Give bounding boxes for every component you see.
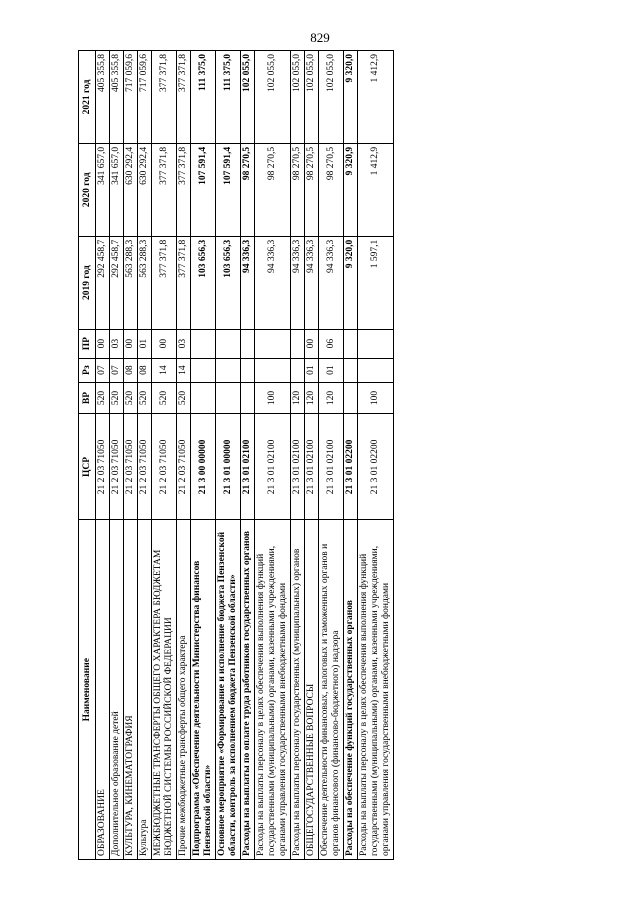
csr-code-cell: 21 3 01 02200 (344, 414, 358, 520)
amount-cell: 94 336,3 (291, 236, 305, 329)
column-header: 2021 год (79, 51, 96, 144)
amount-cell: 102 055,0 (305, 51, 319, 144)
amount-cell: 405 355,8 (96, 51, 110, 144)
amount-cell: 717 059,6 (138, 51, 152, 144)
code-cell: 00 (305, 329, 319, 358)
code-cell: 00 (152, 329, 177, 358)
amount-cell: 102 055,0 (255, 51, 291, 144)
amount-cell: 717 059,6 (124, 51, 138, 144)
amount-cell: 630 292,4 (124, 143, 138, 236)
code-cell (255, 358, 291, 382)
amount-cell: 9 320,9 (344, 143, 358, 236)
row-name-cell: Расходы на обеспечение функций государственных органов (344, 520, 358, 860)
amount-cell: 107 591,4 (216, 143, 241, 236)
csr-code-cell: 21 3 01 02100 (255, 414, 291, 520)
code-cell (191, 329, 216, 358)
code-cell: 520 (110, 382, 124, 414)
amount-cell: 94 336,3 (305, 236, 319, 329)
amount-cell: 1 597,1 (358, 236, 394, 329)
code-cell: 120 (319, 382, 344, 414)
amount-cell: 405 355,8 (110, 51, 124, 144)
row-name-cell: Прочие межбюджетные трансферты общего характера (177, 520, 191, 860)
table-row (319, 51, 344, 860)
code-cell (241, 329, 255, 358)
table-header-row (79, 51, 96, 860)
csr-code-cell: 21 3 01 02100 (305, 414, 319, 520)
amount-cell: 377 371,8 (177, 236, 191, 329)
amount-cell: 94 336,3 (255, 236, 291, 329)
code-cell (216, 329, 241, 358)
code-cell: 520 (152, 382, 177, 414)
code-cell: 520 (124, 382, 138, 414)
row-name-cell: Подпрограмма «Обеспечение деятельности Министерства финансов Пензенской области» (191, 520, 216, 860)
code-cell: 00 (96, 329, 110, 358)
table-row (305, 51, 319, 860)
code-cell (291, 358, 305, 382)
amount-cell: 98 270,5 (319, 143, 344, 236)
amount-cell: 94 336,3 (319, 236, 344, 329)
code-cell: 01 (319, 358, 344, 382)
table-row (358, 51, 394, 860)
amount-cell: 292 458,7 (110, 236, 124, 329)
amount-cell: 563 288,3 (124, 236, 138, 329)
column-header: ПР (79, 329, 96, 358)
code-cell (241, 382, 255, 414)
code-cell: 14 (177, 358, 191, 382)
amount-cell: 107 591,4 (191, 143, 216, 236)
amount-cell: 111 375,0 (191, 51, 216, 144)
csr-code-cell: 21 3 01 02100 (291, 414, 305, 520)
amount-cell: 377 371,8 (152, 143, 177, 236)
amount-cell: 1 412,9 (358, 51, 394, 144)
amount-cell: 563 288,3 (138, 236, 152, 329)
csr-code-cell: 21 2 03 71050 (124, 414, 138, 520)
code-cell (241, 358, 255, 382)
column-header: ВР (79, 382, 96, 414)
code-cell: 03 (177, 329, 191, 358)
amount-cell: 102 055,0 (241, 51, 255, 144)
table-row (110, 51, 124, 860)
amount-cell: 98 270,5 (255, 143, 291, 236)
code-cell: 120 (305, 382, 319, 414)
code-cell: 14 (152, 358, 177, 382)
amount-cell: 292 458,7 (96, 236, 110, 329)
code-cell: 07 (96, 358, 110, 382)
column-header: Рз (79, 358, 96, 382)
amount-cell: 98 270,5 (305, 143, 319, 236)
code-cell (344, 329, 358, 358)
code-cell: 100 (255, 382, 291, 414)
amount-cell: 9 320,0 (344, 236, 358, 329)
code-cell: 100 (358, 382, 394, 414)
row-name-cell: Расходы на выплаты персоналу государственных (муниципальных) органов (291, 520, 305, 860)
table-row (138, 51, 152, 860)
table-row (344, 51, 358, 860)
amount-cell: 1 412,9 (358, 143, 394, 236)
amount-cell: 103 656,3 (191, 236, 216, 329)
row-name-cell: Обеспечение деятельности финансовых, налоговых и таможенных органов и органов финансового (финансово-бюджетного) надзора (319, 520, 344, 860)
code-cell (344, 358, 358, 382)
csr-code-cell: 21 3 01 02200 (358, 414, 394, 520)
csr-code-cell: 21 3 01 02100 (241, 414, 255, 520)
code-cell: 00 (124, 329, 138, 358)
code-cell: 03 (110, 329, 124, 358)
row-name-cell: Расходы на выплаты персоналу в целях обеспечения выполнения функций государственными (муниципальными) органами, казенными учреждениями, органами управления государственными внебюджетными фондами (358, 520, 394, 860)
table-row (291, 51, 305, 860)
code-cell: 06 (319, 329, 344, 358)
code-cell (216, 382, 241, 414)
csr-code-cell: 21 2 03 71050 (96, 414, 110, 520)
code-cell: 07 (110, 358, 124, 382)
csr-code-cell: 21 2 03 71050 (110, 414, 124, 520)
csr-code-cell: 21 2 03 71050 (138, 414, 152, 520)
row-name-cell: ОБЩЕГОСУДАРСТВЕННЫЕ ВОПРОСЫ (305, 520, 319, 860)
row-name-cell: Культура (138, 520, 152, 860)
row-name-cell: Основное мероприятие «Формирование и исполнение бюджета Пензенской области, контроль за исполнением бюджета Пензенской области» (216, 520, 241, 860)
code-cell (255, 329, 291, 358)
row-name-cell: КУЛЬТУРА, КИНЕМАТОГРАФИЯ (124, 520, 138, 860)
table-row (177, 51, 191, 860)
amount-cell: 9 320,0 (344, 51, 358, 144)
amount-cell: 377 371,8 (177, 51, 191, 144)
row-name-cell: ОБРАЗОВАНИЕ (96, 520, 110, 860)
row-name-cell: МЕЖБЮДЖЕТНЫЕ ТРАНСФЕРТЫ ОБЩЕГО ХАРАКТЕРА БЮДЖЕТАМ БЮДЖЕТНОЙ СИСТЕМЫ РОССИЙСКОЙ ФЕДЕРАЦИИ (152, 520, 177, 860)
amount-cell: 102 055,0 (319, 51, 344, 144)
budget-table (78, 50, 394, 860)
code-cell (344, 382, 358, 414)
amount-cell: 377 371,8 (152, 236, 177, 329)
amount-cell: 98 270,5 (241, 143, 255, 236)
csr-code-cell: 21 3 01 00000 (216, 414, 241, 520)
code-cell (216, 358, 241, 382)
table-body (96, 51, 394, 860)
page-number: 829 (310, 30, 330, 45)
table-row (255, 51, 291, 860)
amount-cell: 341 657,0 (96, 143, 110, 236)
code-cell: 520 (96, 382, 110, 414)
amount-cell: 377 371,8 (177, 143, 191, 236)
csr-code-cell: 21 3 00 00000 (191, 414, 216, 520)
column-header: 2020 год (79, 143, 96, 236)
rotated-table-frame (78, 50, 623, 860)
code-cell: 08 (138, 358, 152, 382)
code-cell: 01 (305, 358, 319, 382)
amount-cell: 94 336,3 (241, 236, 255, 329)
code-cell: 08 (124, 358, 138, 382)
code-cell: 520 (138, 382, 152, 414)
code-cell (191, 382, 216, 414)
amount-cell: 103 656,3 (216, 236, 241, 329)
csr-code-cell: 21 3 01 02100 (319, 414, 344, 520)
amount-cell: 341 657,0 (110, 143, 124, 236)
column-header: 2019 год (79, 236, 96, 329)
code-cell (358, 329, 394, 358)
column-header: Наименование (79, 520, 96, 860)
row-name-cell: Расходы на выплаты по оплате труда работников государственных органов (241, 520, 255, 860)
csr-code-cell: 21 2 03 71050 (177, 414, 191, 520)
amount-cell: 111 375,0 (216, 51, 241, 144)
table-row (124, 51, 138, 860)
row-name-cell: Расходы на выплаты персоналу в целях обеспечения выполнения функций государственными (муниципальными) органами, казенными учреждениями, органами управления государственными внебюджетными фондами (255, 520, 291, 860)
table-row (216, 51, 241, 860)
amount-cell: 630 292,4 (138, 143, 152, 236)
column-header: ЦСР (79, 414, 96, 520)
code-cell (358, 358, 394, 382)
code-cell: 120 (291, 382, 305, 414)
amount-cell: 98 270,5 (291, 143, 305, 236)
table-row (191, 51, 216, 860)
csr-code-cell: 21 2 03 71050 (152, 414, 177, 520)
table-row (96, 51, 110, 860)
table-row (152, 51, 177, 860)
code-cell (291, 329, 305, 358)
code-cell: 520 (177, 382, 191, 414)
amount-cell: 102 055,0 (291, 51, 305, 144)
table-row (241, 51, 255, 860)
code-cell (191, 358, 216, 382)
code-cell: 01 (138, 329, 152, 358)
amount-cell: 377 371,8 (152, 51, 177, 144)
row-name-cell: Дополнительное образование детей (110, 520, 124, 860)
